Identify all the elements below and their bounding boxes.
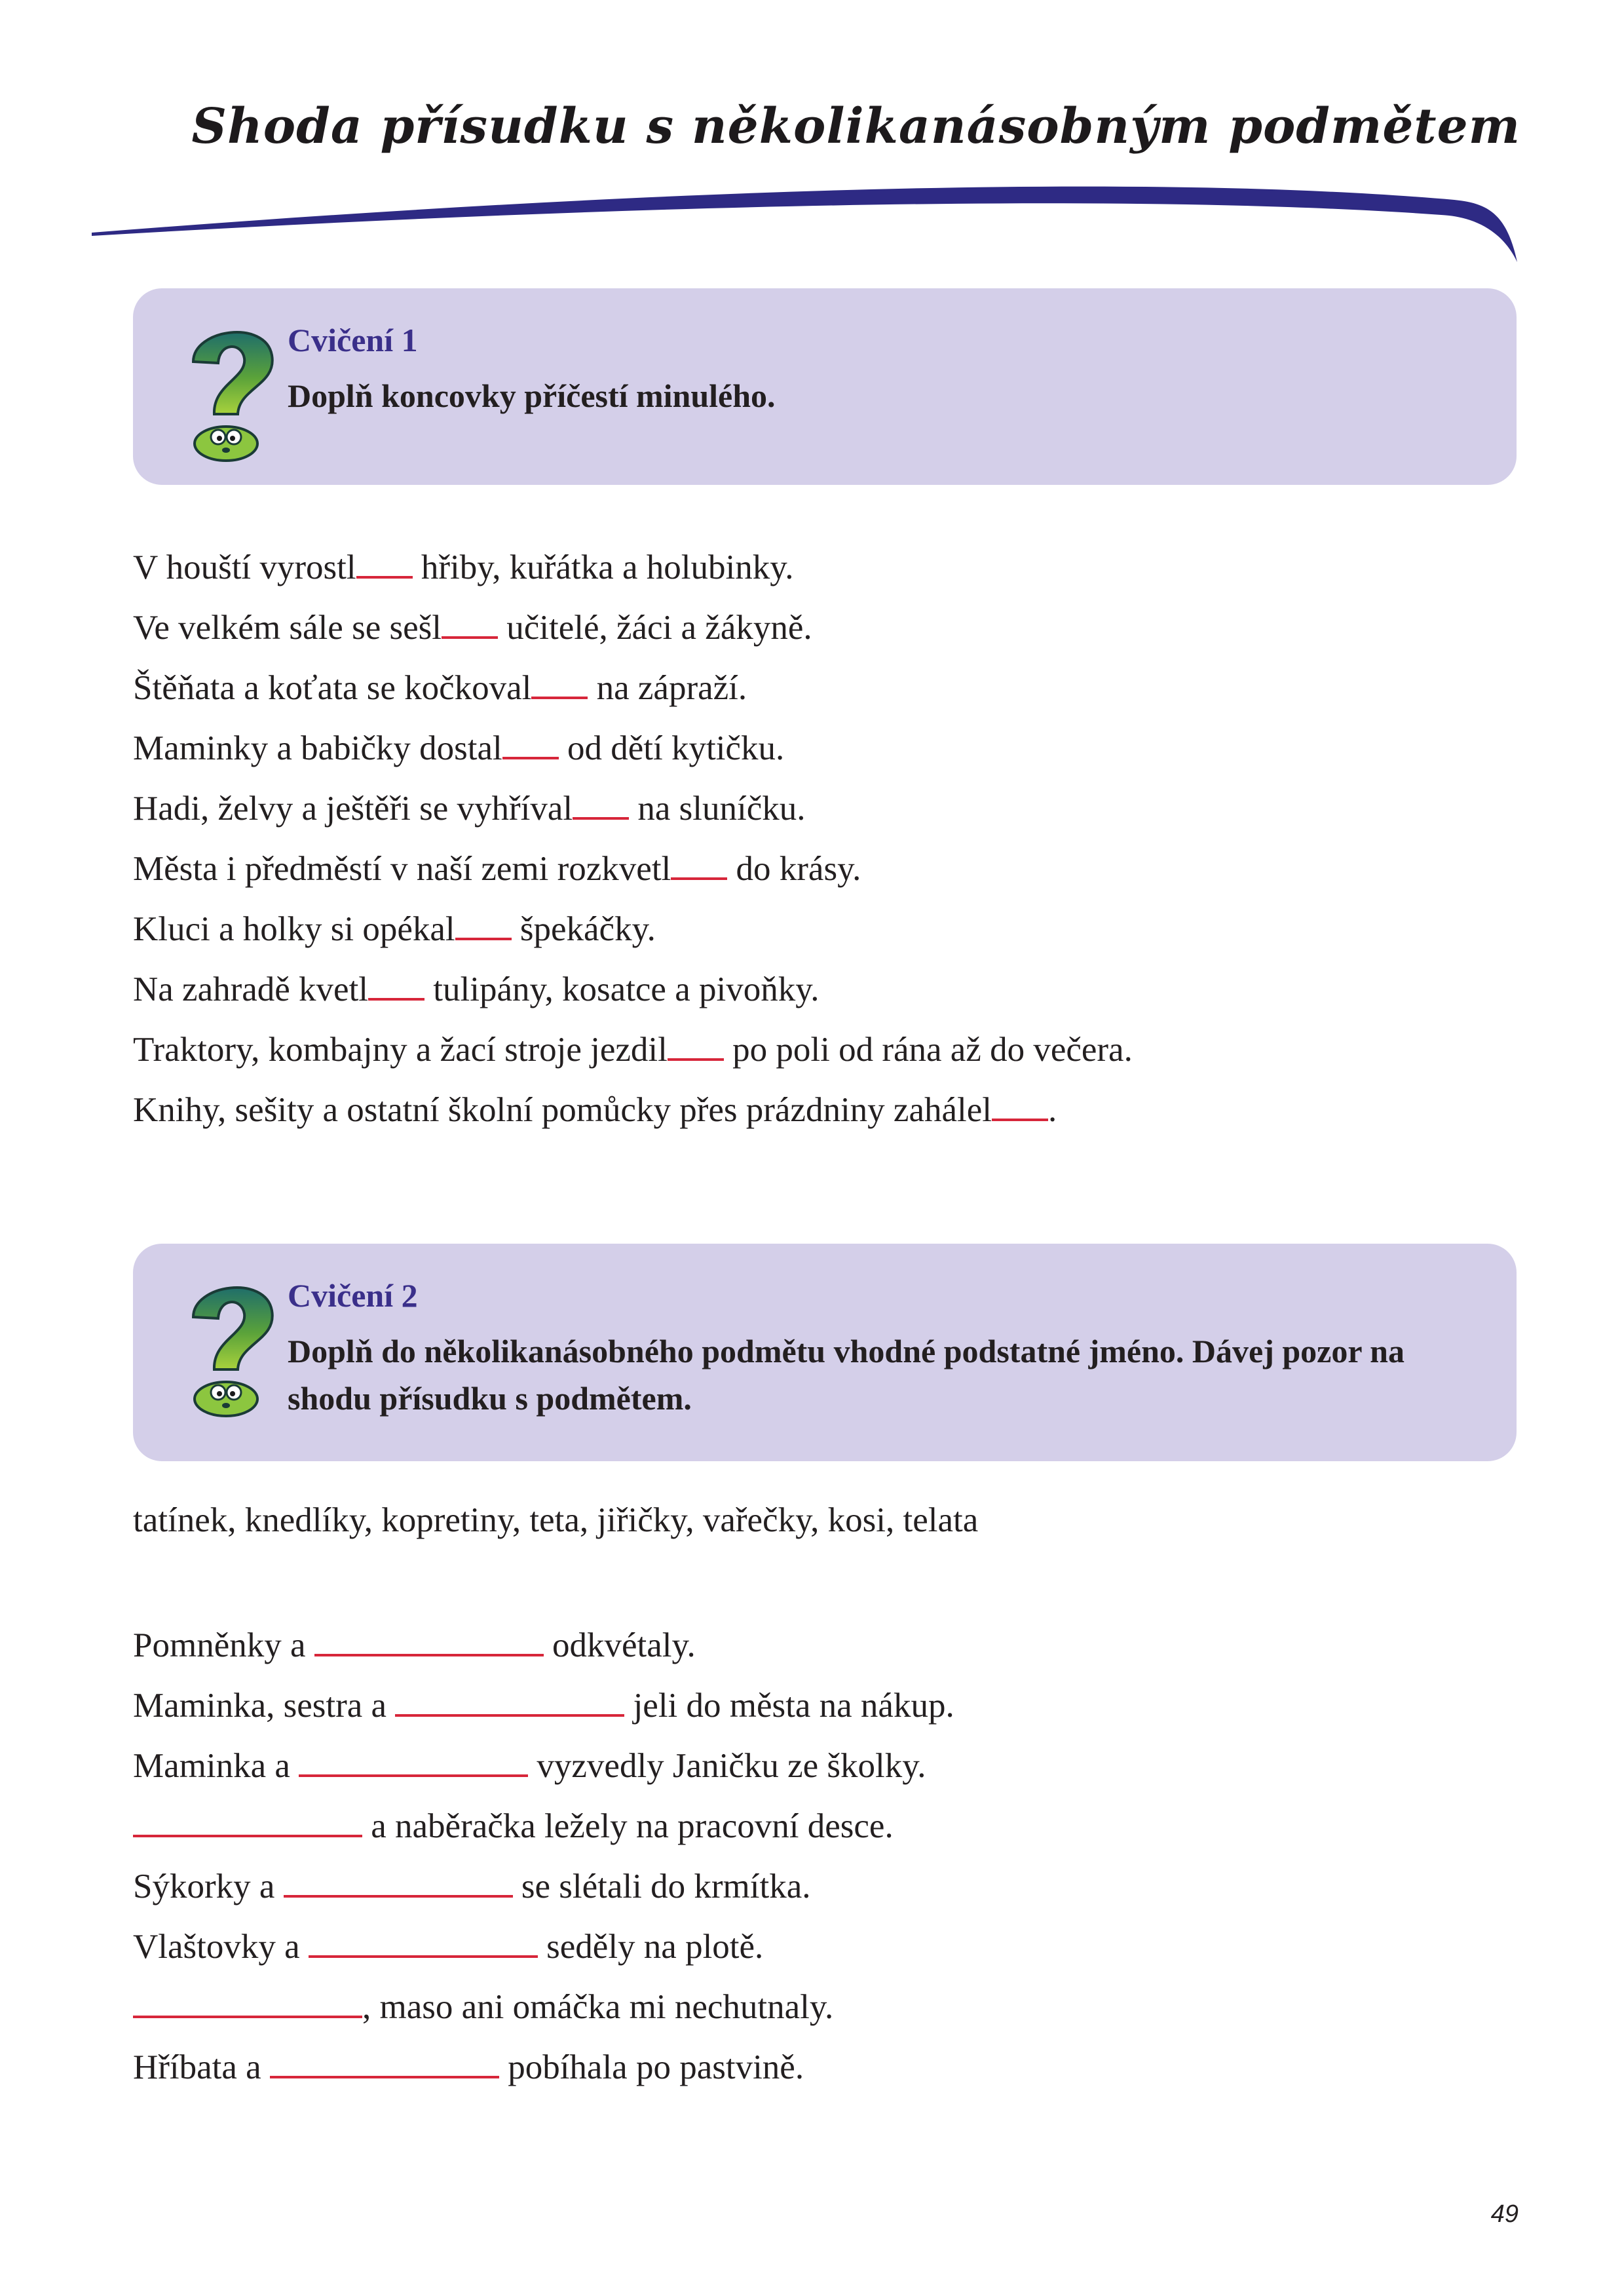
answer-blank[interactable] xyxy=(309,1929,538,1958)
sentence-line: Štěňata a koťata se kočkoval na zápraží. xyxy=(133,669,747,707)
exercise2-header-box xyxy=(133,1244,1517,1461)
answer-blank[interactable] xyxy=(284,1869,513,1898)
sentence-line: Knihy, sešity a ostatní školní pomůcky přes prázdniny zahálel . xyxy=(133,1091,1057,1129)
answer-blank[interactable] xyxy=(671,851,727,880)
sentence-line: Vlaštovky a seděly na plotě. xyxy=(133,1928,764,1966)
exercise1-instruction: Doplň koncovky příčestí minulého. xyxy=(288,377,776,414)
question-mark-icon xyxy=(174,316,285,467)
exercise2-instruction: Doplň do několikanásobného podmětu vhodné podstatné jméno. Dávej pozor na shodu přísudku s podmětem. xyxy=(288,1333,1405,1417)
exercise2-title: Cvičení 2 xyxy=(288,1277,418,1314)
sentence-line: Sýkorky a se slétali do krmítka. xyxy=(133,1867,811,1905)
answer-blank[interactable] xyxy=(299,1748,528,1777)
sentence-line: , maso ani omáčka mi nechutnaly. xyxy=(133,1977,954,2037)
sentence-line: V houští vyrostl hřiby, kuřátka a holubinky. xyxy=(133,548,794,586)
answer-blank[interactable] xyxy=(502,731,559,759)
sentence-line: Ve velkém sále se sešl učitelé, žáci a žákyně. xyxy=(133,609,812,647)
answer-blank[interactable] xyxy=(442,610,498,639)
sentence-line: a naběračka ležely na pracovní desce. xyxy=(133,1796,954,1856)
answer-blank[interactable] xyxy=(314,1628,544,1656)
word-bank: tatínek, knedlíky, kopretiny, teta, jiřičky, vařečky, kosi, telata xyxy=(133,1501,979,1539)
page-number: 49 xyxy=(1490,2200,1518,2228)
sentence-line: Hříbata a pobíhala po pastvině. xyxy=(133,2048,804,2086)
answer-blank[interactable] xyxy=(668,1032,724,1061)
sentence-line: Traktory, kombajny a žací stroje jezdil po poli od rána až do večera. xyxy=(133,1031,1133,1069)
title-swoosh-decoration xyxy=(0,177,1622,275)
sentence-line: Maminka, sestra a jeli do města na nákup. xyxy=(133,1687,954,1725)
sentence-line: Maminka a vyzvedly Janičku ze školky. xyxy=(133,1747,926,1785)
page-title: Shoda přísudku s několikanásobným podmětem xyxy=(191,98,1520,155)
sentence-line: Pomněnky a odkvétaly. xyxy=(133,1626,696,1664)
answer-blank[interactable] xyxy=(356,550,413,579)
exercise2-sentences xyxy=(133,1615,954,2097)
sentence-line: Města i předměstí v naší zemi rozkvetl do krásy. xyxy=(133,850,861,888)
answer-blank[interactable] xyxy=(368,972,424,1001)
exercise1-sentences xyxy=(133,537,1133,1140)
answer-blank[interactable] xyxy=(455,911,512,940)
exercise1-header-box xyxy=(133,288,1517,485)
sentence-line: Hadi, želvy a ještěři se vyhříval na sluníčku. xyxy=(133,790,806,828)
answer-blank[interactable] xyxy=(270,2050,499,2078)
answer-blank[interactable] xyxy=(573,791,629,820)
answer-blank[interactable] xyxy=(395,1688,624,1717)
question-mark-icon xyxy=(174,1271,285,1422)
answer-blank[interactable] xyxy=(531,670,588,699)
sentence-line: Kluci a holky si opékal špekáčky. xyxy=(133,910,656,948)
answer-blank[interactable] xyxy=(133,1808,362,1837)
answer-blank[interactable] xyxy=(133,1989,362,2018)
sentence-line: Maminky a babičky dostal od dětí kytičku. xyxy=(133,729,785,767)
sentence-line: Na zahradě kvetl tulipány, kosatce a pivoňky. xyxy=(133,970,820,1008)
exercise1-title: Cvičení 1 xyxy=(288,322,418,358)
answer-blank[interactable] xyxy=(992,1092,1048,1121)
